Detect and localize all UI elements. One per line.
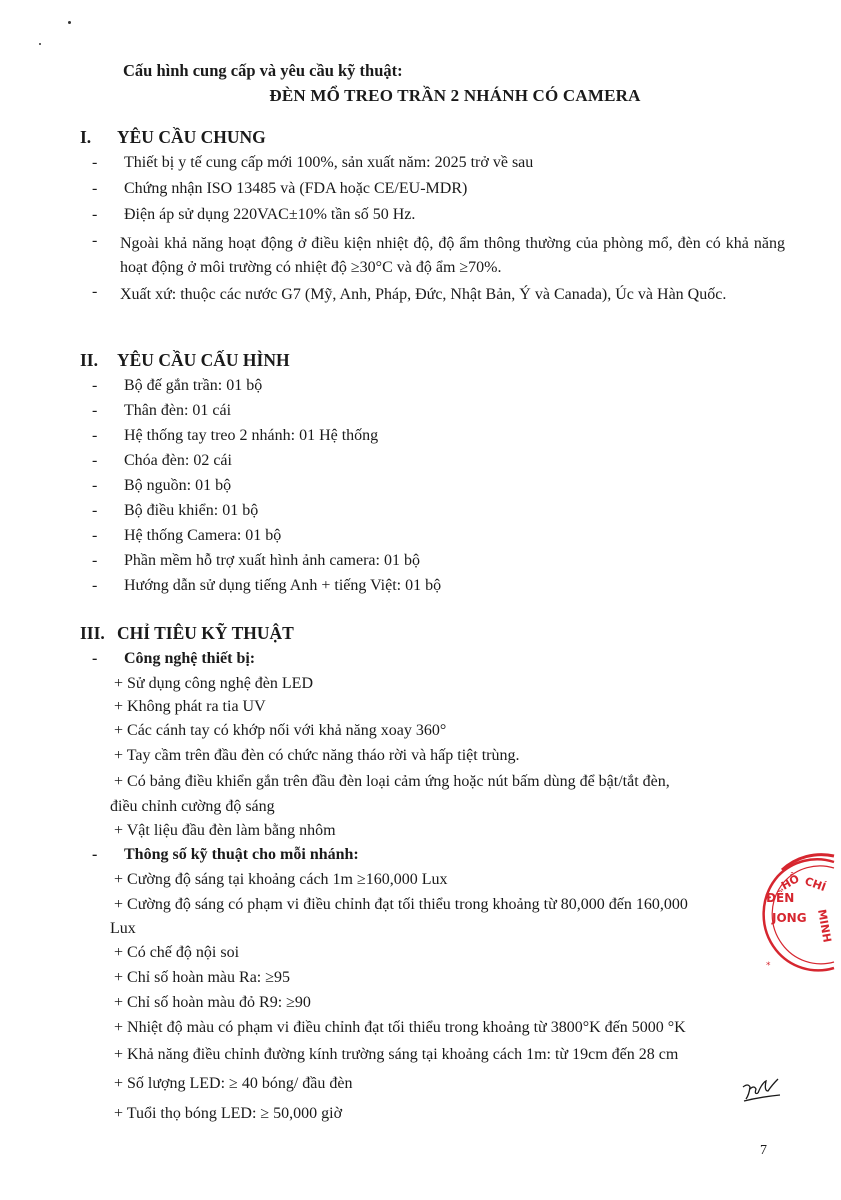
spec-item: + Nhiệt độ màu có phạm vi điều chỉnh đạt tối thiểu trong khoảng từ 3800°K đến 5000 °K [114,1019,686,1036]
spec-item: + Không phát ra tia UV [114,698,266,715]
list-item: - Hệ thống tay treo 2 nhánh: 01 Hệ thống [92,427,379,444]
section-2-heading [80,350,290,371]
spec-item: + Sử dụng công nghệ đèn LED [114,675,313,692]
list-item-text: Xuất xứ: thuộc các nước G7 (Mỹ, Anh, Pháp, Đức, Nhật Bản, Ý và Canada), Úc và Hàn Quốc. [120,286,727,303]
stamp-text: HỒ [779,872,802,893]
section-title: YÊU CẦU CHUNG [117,127,266,147]
list-item: - Điện áp sử dụng 220VAC±10% tần số 50 Hz. [92,206,416,223]
section-number: III. [80,623,105,643]
list-item: - Chóa đèn: 02 cái [92,452,232,469]
spec-item: + Khả năng điều chỉnh đường kính trường sáng tại khoảng cách 1m: từ 19cm đến 28 cm [114,1046,679,1063]
list-item: - Thiết bị y tế cung cấp mới 100%, sản xuất năm: 2025 trở về sau [92,154,534,171]
spec-item: + Vật liệu đầu đèn làm bằng nhôm [114,822,336,839]
spec-item: + Tay cầm trên đầu đèn có chức năng tháo rời và hấp tiệt trùng. [114,747,520,764]
list-item: - Thân đèn: 01 cái [92,402,232,419]
list-item: - Phần mềm hỗ trợ xuất hình ảnh camera: 01 bộ [92,552,420,569]
list-item-text: Ngoài khả năng hoạt động ở điều kiện nhiệt độ, độ ẩm thông thường của phòng mổ, đèn có khả năng hoạt động ở môi trường có nhiệt độ ≥30°C và độ ẩm ≥70%. [120,235,785,276]
spec-item: + Chỉ số hoàn màu Ra: ≥95 [114,969,291,986]
stamp-star: * [766,961,771,971]
spec-item: + Có bảng điều khiển gắn trên đầu đèn loại cảm ứng hoặc nút bấm dùng để bật/tắt đèn, [114,773,670,790]
list-item: - Bộ nguồn: 01 bộ [92,477,232,494]
section-title: YÊU CẦU CẤU HÌNH [117,350,290,370]
section-number: II. [80,350,98,370]
stamp-text: CHÍ [802,874,828,895]
list-item: - Hệ thống Camera: 01 bộ [92,527,282,544]
section-3-heading [80,623,294,644]
handwritten-initials [740,1075,785,1105]
spec-item: + Tuổi thọ bóng LED: ≥ 50,000 giờ [114,1105,343,1122]
subsection-heading: - Thông số kỹ thuật cho mỗi nhánh: [92,846,359,863]
spec-item: + Số lượng LED: ≥ 40 bóng/ đầu đèn [114,1075,353,1092]
section-1-heading [80,127,266,148]
list-item: - Chứng nhận ISO 13485 và (FDA hoặc CE/EU-MDR) [92,180,468,197]
spec-item-continued: Lux [110,920,136,937]
list-item-dash: - [92,232,98,249]
spec-item: + Có chế độ nội soi [114,944,240,961]
spec-item: + Chỉ số hoàn màu đỏ R9: ≥90 [114,994,311,1011]
subsection-heading: - Công nghệ thiết bị: [92,650,256,667]
spec-item: + Cường độ sáng có phạm vi điều chỉnh đạt tối thiểu trong khoảng từ 80,000 đến 160,000 [114,896,688,913]
list-item-dash: - [92,283,98,300]
official-stamp [752,850,837,975]
page-number: 7 [760,1143,767,1158]
section-number: I. [80,127,92,147]
list-item: - Bộ đế gắn trần: 01 bộ [92,377,263,394]
section-title: CHỈ TIÊU KỸ THUẬT [117,623,294,643]
page-title: ĐÈN MỔ TREO TRẦN 2 NHÁNH CÓ CAMERA [269,86,641,105]
stamp-text: ĐỀN [766,891,795,905]
spec-item: + Các cánh tay có khớp nối với khả năng xoay 360° [114,722,447,739]
spec-item-continued: điều chỉnh cường độ sáng [110,798,275,815]
list-item: - Bộ điều khiển: 01 bộ [92,502,259,519]
stamp-text: MINH [815,908,834,944]
spec-item: + Cường độ sáng tại khoảng cách 1m ≥160,000 Lux [114,871,448,888]
scan-speck [39,43,41,45]
stamp-text: JONG [772,911,807,925]
intro-heading: Cấu hình cung cấp và yêu cầu kỹ thuật: [123,61,403,80]
scan-speck [68,21,71,24]
list-item: - Hướng dẫn sử dụng tiếng Anh + tiếng Việt: 01 bộ [92,577,442,594]
